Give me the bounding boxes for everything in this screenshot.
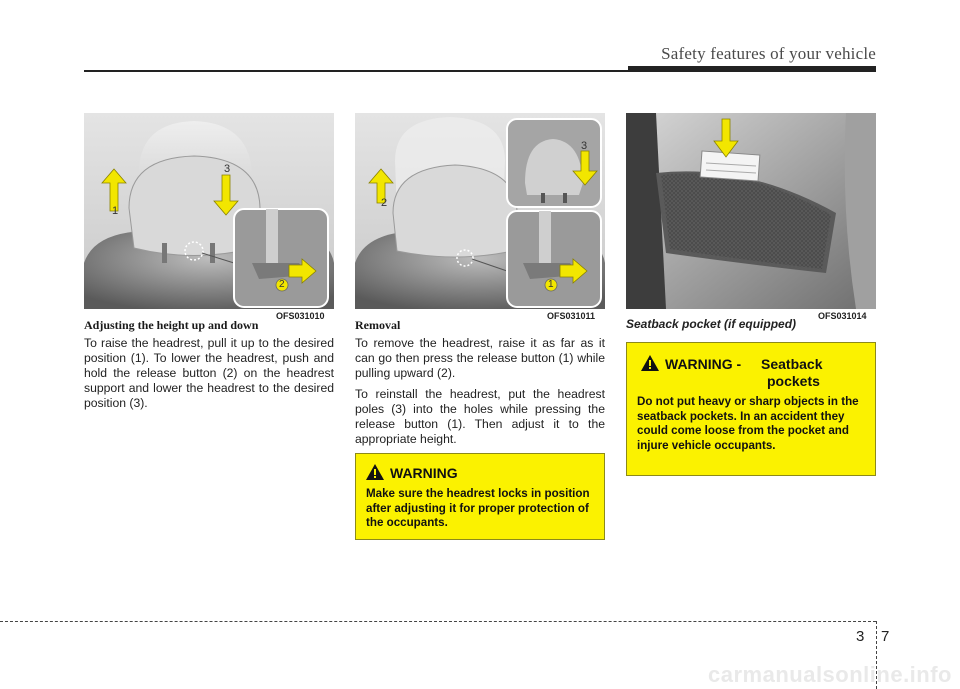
section-heading-seatback-pocket: Seatback pocket (if equipped) xyxy=(626,317,797,331)
page-number: 7 xyxy=(881,628,890,645)
footer-rule xyxy=(0,621,876,622)
running-header-title: Safety features of your vehicle xyxy=(661,44,876,63)
callout-2: 2 xyxy=(381,197,388,209)
callout-2: 2 xyxy=(279,279,285,290)
callout-1: 1 xyxy=(112,205,119,217)
removal-paragraph-2: To reinstall the headrest, put the headrest poles (3) into the holes while pressing the release button (1). Then adjust it to the appropriate height. xyxy=(355,387,605,446)
warning-triangle-icon xyxy=(366,464,384,480)
figure-headrest-removal xyxy=(355,113,605,309)
warning-box-headrest xyxy=(355,453,605,540)
warning-title: WARNING - xyxy=(665,356,742,372)
warning-title-suffix-2: pockets xyxy=(767,373,820,389)
removal-instructions xyxy=(355,336,605,453)
warning-box-seatback xyxy=(626,342,876,476)
adjust-instructions xyxy=(84,336,334,417)
warning-title: WARNING xyxy=(390,465,458,481)
removal-paragraph-1: To remove the headrest, raise it as far as it can go then press the release button (1) while pulling upward (2). xyxy=(355,336,605,380)
watermark: carmanualsonline.info xyxy=(708,662,952,687)
warning-title-suffix: Seatback xyxy=(761,356,823,372)
chapter-number: 3 xyxy=(856,628,865,645)
callout-3: 3 xyxy=(224,163,231,175)
figure-code: OFS031010 xyxy=(276,311,325,321)
section-heading-removal: Removal xyxy=(355,318,401,332)
figure-code: OFS031014 xyxy=(818,311,867,321)
figure-code: OFS031011 xyxy=(547,311,596,321)
warning-triangle-icon xyxy=(641,355,659,371)
figure-seatback-pocket xyxy=(626,113,876,309)
adjust-paragraph: To raise the headrest, pull it up to the desired position (1). To lower the headrest, push and hold the release button (2) on the headrest support and lower the headrest to the desired position (3). xyxy=(84,336,334,410)
header-rule-accent xyxy=(628,66,876,71)
callout-3: 3 xyxy=(581,140,588,152)
callout-1: 1 xyxy=(548,279,554,290)
warning-body: Do not put heavy or sharp objects in the seatback pockets. In an accident they could come loose from the pocket and injure vehicle occupants. xyxy=(637,395,859,452)
warning-body: Make sure the headrest locks in position after adjusting it for proper protection of the occupants. xyxy=(366,487,590,529)
figure-headrest-adjust xyxy=(84,113,334,309)
section-heading-adjust: Adjusting the height up and down xyxy=(84,318,259,332)
